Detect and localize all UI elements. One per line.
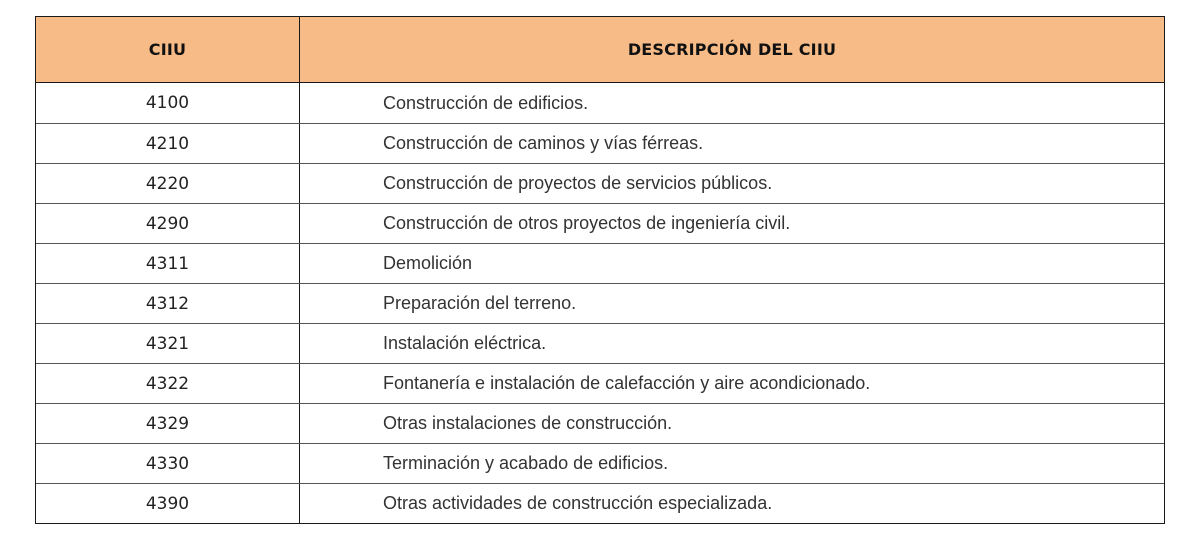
ciiu-description: Terminación y acabado de edificios. — [383, 453, 669, 473]
ciiu-code: 4312 — [36, 284, 300, 323]
ciiu-code: 4220 — [36, 164, 300, 203]
ciiu-description: Otras instalaciones de construcción. — [383, 413, 673, 433]
ciiu-description: Construcción de edificios. — [383, 92, 589, 113]
table-row — [36, 443, 1164, 483]
ciiu-code: 4390 — [36, 484, 300, 523]
table-row — [36, 483, 1164, 523]
ciiu-code: 4210 — [36, 124, 300, 163]
table-row — [36, 163, 1164, 203]
header-description: DESCRIPCIÓN DEL CIIU — [627, 40, 837, 59]
table-row — [36, 83, 1164, 123]
table-row — [36, 363, 1164, 403]
ciiu-code: 4290 — [36, 204, 300, 243]
ciiu-description: Construcción de proyectos de servicios públicos. — [383, 173, 773, 193]
ciiu-code: 4100 — [36, 83, 300, 123]
ciiu-description: Instalación eléctrica. — [383, 333, 547, 353]
ciiu-code: 4329 — [36, 404, 300, 443]
table-row — [36, 243, 1164, 283]
table-row — [36, 283, 1164, 323]
ciiu-code: 4330 — [36, 444, 300, 483]
ciiu-code: 4311 — [36, 244, 300, 283]
ciiu-description: Otras actividades de construcción especializada. — [383, 493, 773, 513]
ciiu-code: 4322 — [36, 364, 300, 403]
table-row — [36, 323, 1164, 363]
ciiu-table — [35, 16, 1165, 524]
ciiu-description: Construcción de otros proyectos de ingeniería civil. — [383, 213, 791, 233]
ciiu-description: Fontanería e instalación de calefacción y aire acondicionado. — [383, 373, 871, 393]
ciiu-description: Demolición — [383, 253, 473, 273]
ciiu-code: 4321 — [36, 324, 300, 363]
table-row — [36, 203, 1164, 243]
ciiu-description: Preparación del terreno. — [383, 293, 577, 313]
table-row — [36, 123, 1164, 163]
table-header-row — [36, 17, 1164, 83]
table-row — [36, 403, 1164, 443]
header-code: CIIU — [36, 17, 300, 82]
ciiu-description: Construcción de caminos y vías férreas. — [383, 133, 704, 153]
